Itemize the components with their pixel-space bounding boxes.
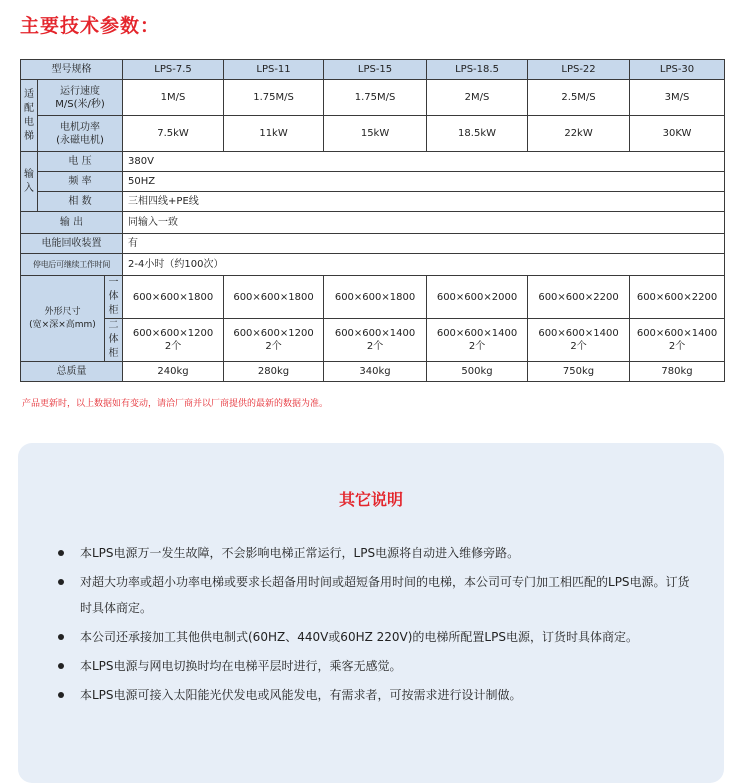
table-row-speed [21, 80, 725, 116]
other-notes-panel [18, 443, 724, 783]
bullet-icon [58, 634, 64, 640]
power-cell: 15kW [324, 116, 427, 152]
power-cell: 7.5kW [123, 116, 224, 152]
bullet-icon [58, 663, 64, 669]
table-row-phase [21, 192, 725, 212]
power-cell: 22kW [528, 116, 630, 152]
recovery-label: 电能回收装置 [21, 234, 123, 254]
update-note: 产品更新时，以上数据如有变动，请洽厂商并以厂商提供的最新的数据为准。 [22, 399, 329, 409]
one-cabinet-cell: 600×600×2000 [427, 276, 528, 319]
table-row-output [21, 212, 725, 234]
bullet-icon [58, 579, 64, 585]
list-item: 本LPS电源万一发生故障，不会影响电梯正常运行，LPS电源将自动进入维修旁路。 [58, 540, 698, 566]
table-row-weight [21, 362, 725, 382]
model-cell: LPS-7.5 [123, 60, 224, 80]
output-value: 同输入一致 [123, 212, 725, 234]
two-cabinet-cell: 600×600×1200 2个 [123, 319, 224, 362]
power-label: 电机功率 (永磁电机) [38, 116, 123, 152]
speed-cell: 1.75M/S [224, 80, 324, 116]
two-cabinet-label: 二体柜 [105, 319, 123, 362]
one-cabinet-cell: 600×600×1800 [224, 276, 324, 319]
model-cell: LPS-18.5 [427, 60, 528, 80]
table-row-runtime [21, 254, 725, 276]
other-notes-title: 其它说明 [338, 490, 403, 509]
bullet-icon [58, 692, 64, 698]
runtime-value: 2-4小时（约100次） [123, 254, 725, 276]
list-item: 本公司还承接加工其他供电制式(60HZ、440V或60HZ 220V)的电梯所配置LPS电源，订货时具体商定。 [58, 624, 698, 650]
runtime-label: 停电后可继续工作时间 [21, 254, 123, 276]
one-cabinet-cell: 600×600×1800 [324, 276, 427, 319]
speed-label: 运行速度 M/S(米/秒) [38, 80, 123, 116]
two-cabinet-cell: 600×600×1400 2个 [528, 319, 630, 362]
model-cell: LPS-22 [528, 60, 630, 80]
one-cabinet-cell: 600×600×2200 [630, 276, 725, 319]
power-cell: 30KW [630, 116, 725, 152]
power-cell: 11kW [224, 116, 324, 152]
speed-cell: 1.75M/S [324, 80, 427, 116]
one-cabinet-cell: 600×600×2200 [528, 276, 630, 319]
dimension-label: 外形尺寸 (宽×深×高mm) [21, 276, 105, 362]
frequency-label: 频 率 [38, 172, 123, 192]
table-row-two-cabinet [21, 319, 725, 362]
weight-cell: 780kg [630, 362, 725, 382]
two-cabinet-cell: 600×600×1400 2个 [630, 319, 725, 362]
model-cell: LPS-11 [224, 60, 324, 80]
speed-cell: 2M/S [427, 80, 528, 116]
one-cabinet-label: 一体柜 [105, 276, 123, 319]
voltage-value: 380V [123, 152, 725, 172]
table-row-voltage [21, 152, 725, 172]
two-cabinet-cell: 600×600×1400 2个 [427, 319, 528, 362]
weight-cell: 240kg [123, 362, 224, 382]
model-cell: LPS-30 [630, 60, 725, 80]
input-group-label: 输入 [21, 152, 38, 212]
two-cabinet-cell: 600×600×1200 2个 [224, 319, 324, 362]
speed-cell: 2.5M/S [528, 80, 630, 116]
phase-label: 相 数 [38, 192, 123, 212]
elevator-group-label: 适配电梯 [21, 80, 38, 152]
frequency-value: 50HZ [123, 172, 725, 192]
output-label: 输 出 [21, 212, 123, 234]
weight-cell: 750kg [528, 362, 630, 382]
bullet-icon [58, 550, 64, 556]
two-cabinet-cell: 600×600×1400 2个 [324, 319, 427, 362]
model-cell: LPS-15 [324, 60, 427, 80]
list-item: 对超大功率或超小功率电梯或要求长超备用时间或超短备用时间的电梯，本公司可专门加工相匹配的LPS电源。订货时具体商定。 [58, 569, 698, 621]
table-row-frequency [21, 172, 725, 192]
table-row-power [21, 116, 725, 152]
spec-table [20, 59, 725, 382]
model-label: 型号规格 [21, 60, 123, 80]
table-row-model [21, 60, 725, 80]
power-cell: 18.5kW [427, 116, 528, 152]
speed-cell: 1M/S [123, 80, 224, 116]
page-title: 主要技术参数： [20, 15, 161, 37]
weight-cell: 340kg [324, 362, 427, 382]
voltage-label: 电 压 [38, 152, 123, 172]
list-item: 本LPS电源与网电切换时均在电梯平层时进行，乘客无感觉。 [58, 653, 698, 679]
table-row-recovery [21, 234, 725, 254]
phase-value: 三相四线+PE线 [123, 192, 725, 212]
weight-label: 总质量 [21, 362, 123, 382]
other-notes-list [58, 540, 698, 711]
recovery-value: 有 [123, 234, 725, 254]
list-item: 本LPS电源可接入太阳能光伏发电或风能发电，有需求者，可按需求进行设计制做。 [58, 682, 698, 708]
table-row-one-cabinet [21, 276, 725, 319]
weight-cell: 500kg [427, 362, 528, 382]
speed-cell: 3M/S [630, 80, 725, 116]
weight-cell: 280kg [224, 362, 324, 382]
one-cabinet-cell: 600×600×1800 [123, 276, 224, 319]
